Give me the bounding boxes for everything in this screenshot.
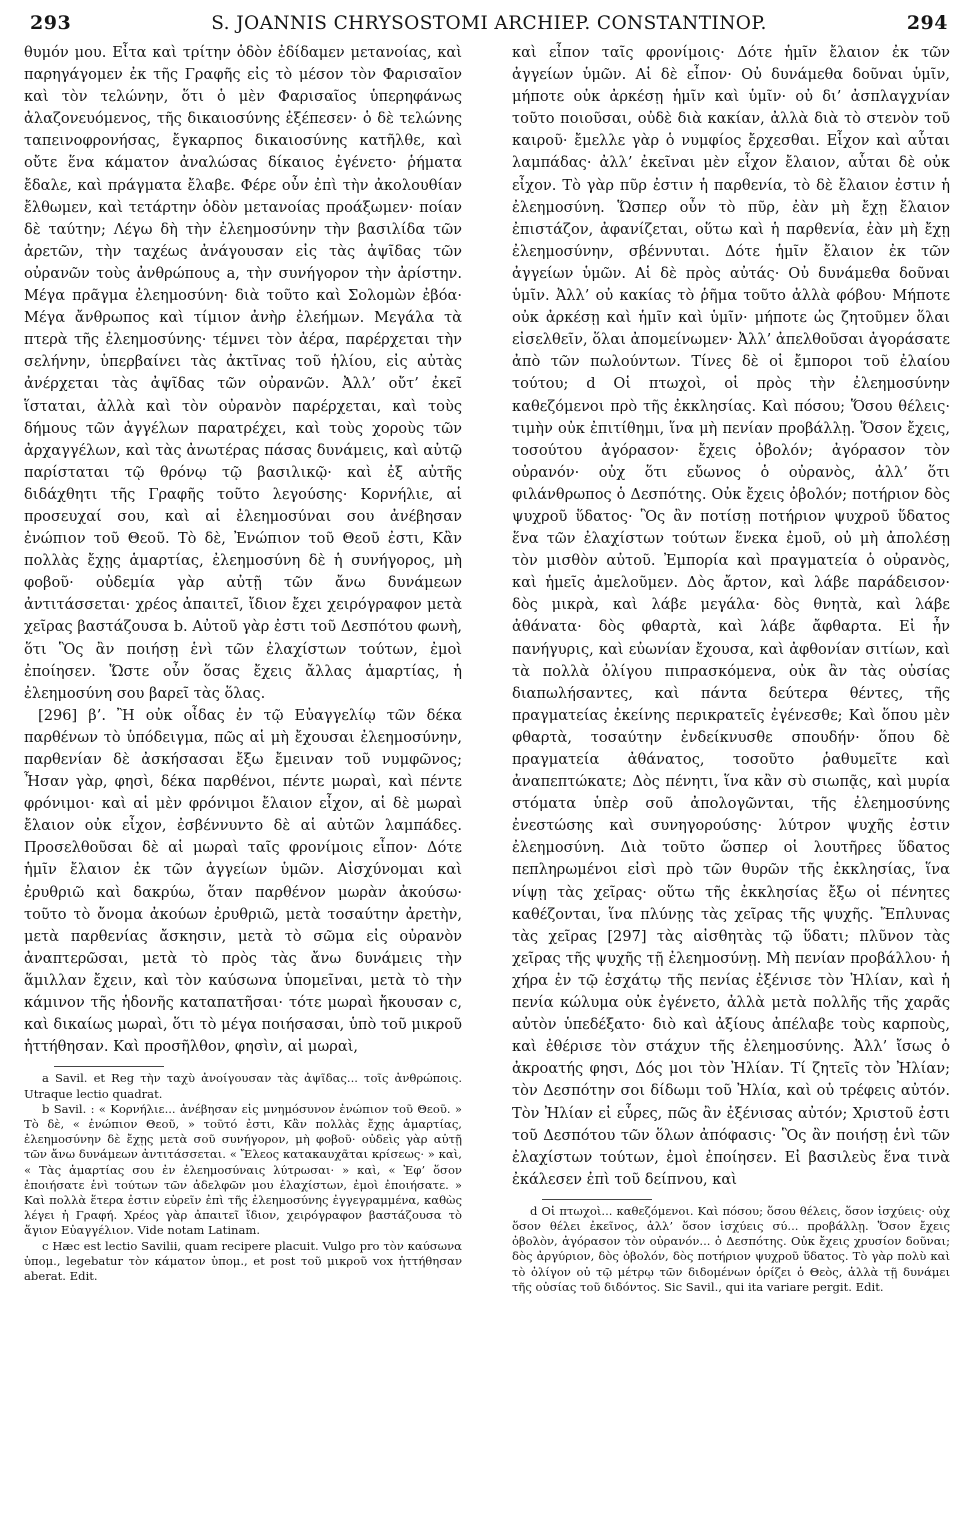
- left-paragraph-1: θυμόν μου. Εἶτα καὶ τρίτην ὁδὸν ἐδίδαμεν μετανοίας, καὶ παρηγάγομεν ἐκ τῆς Γραφῆς εἰς τὸ μέσον τὸν Φαρισαῖον καὶ τὸν τελώνην, ὅτι ὁ μὲν Φαρισαῖος ὑπερηφάνως ἀλαζονευόμενος, τῆς δικαιοσύνης ἐξέπεσεν· ὁ δὲ τελώνης ταπεινοφρονήσας, ἔγκαρπος δικαιοσύνης κατῆλθε, καὶ οὔτε ἕνα κάματον ἀναλώσας δίκαιος ἐγένετο· ῥήματα ἔδαλε, καὶ πράγματα ἔλαβε. Φέρε οὖν ἐπὶ τὴν ἀκολουθίαν ἔλθωμεν, καὶ τετάρτην ὁδὸν μετανοίας προάξωμεν· ποίαν δὲ ταύτην; Λέγω δὴ τὴν ἐλεημοσύνην τὴν βασιλίδα τῶν ἀρετῶν, τὴν ταχέως ἀνάγουσαν εἰς τὰς ἀψῖδας τῶν οὐρανῶν τοὺς ἀνθρώπους a, τὴν συνήγορον τὴν ἀρίστην. Μέγα πρᾶγμα ἐλεημοσύνη· διὰ τοῦτο καὶ Σολομὼν ἐβόα· Μέγα ἄνθρωπος καὶ τίμιον ἀνὴρ ἐλεήμων. Μεγάλα τὰ πτερὰ τῆς ἐλεημοσύνης· τέμνει τὸν ἀέρα, παρέρχεται τὴν σελήνην, ὑπερβαίνει τὰς ἀκτῖνας τοῦ ἡλίου, εἰς αὐτὰς ἀνέρχεται τὰς ἀψῖδας τῶν οὐρανῶν. Ἀλλ’ οὔτ’ ἐκεῖ ἵσταται, ἀλλὰ καὶ τὸν οὐρανὸν παρέρχεται, καὶ τοὺς δήμους τῶν ἀγγέλων παρατρέχει, καὶ τοὺς χοροὺς τῶν ἀρχαγγέλων, καὶ τὰς ἀνωτέρας πάσας δυνάμεις, καὶ αὐτῷ παρίσταται τῷ θρόνῳ τῷ βασιλικῷ· καὶ ἐξ αὐτῆς διδάχθητι τῆς Γραφῆς τοῦτο λεγούσης· Κορνήλιε, αἱ προσευχαί σου, καὶ αἱ ἐλεημοσύναι σου ἀνέβησαν ἐνώπιον τοῦ Θεοῦ. Τὸ δὲ, Ἐνώπιον τοῦ Θεοῦ ἐστι, Κἂν πολλὰς ἔχῃς ἁμαρτίας, ἐλεημοσύνη δὲ ἡ συνήγορος, μὴ φοβοῦ· οὐδεμία γὰρ αὐτῇ τῶν ἄνω δυνάμεων ἀντιτάσσεται· χρέος ἀπαιτεῖ, ἴδιον ἔχει χειρόγραφον μετὰ χεῖρας βαστάζουσα b. Αὐτοῦ γὰρ ἐστι τοῦ Δεσπότου φωνὴ, ὅτι Ὃς ἂν ποιήσῃ ἑνὶ τῶν ἐλαχίστων τούτων, ἐμοὶ ἐποίησεν. Ὥστε οὖν ὅσας ἔχεις ἄλλας ἁμαρτίας, ἡ ἐλεημοσύνη σου βαρεῖ τὰς ὅλας.: [24, 44, 462, 702]
- right-paragraph-1: καὶ εἶπον ταῖς φρονίμοις· Δότε ἡμῖν ἔλαιον ἐκ τῶν ἀγγείων ὑμῶν. Αἱ δὲ εἶπον· Οὐ δυνάμεθα δοῦναι ὑμῖν, μήποτε οὐκ ἀρκέσῃ ἡμῖν καὶ ὑμῖν· οὐ δι’ ἀσπλαγχνίαν τοῦτο ποιοῦσαι, οὐδὲ διὰ κακίαν, ἀλλὰ διὰ τὸ στενὸν τοῦ καιροῦ· ἔμελλε γὰρ ὁ νυμφίος ἔρχεσθαι. Εἶχον καὶ αὗται λαμπάδας· ἀλλ’ ἐκεῖναι μὲν εἶχον ἔλαιον, αὗται δὲ οὐκ εἶχον. Τὸ γὰρ πῦρ ἐστιν ἡ παρθενία, τὸ δὲ ἔλαιον ἐστιν ἡ ἐλεημοσύνη. Ὥσπερ οὖν τὸ πῦρ, ἐὰν μὴ ἔχῃ ἔλαιον ἐπιστάζον, ἀφανίζεται, οὕτω καὶ ἡ παρθενία, ἐὰν μὴ ἔχῃ ἐλεημοσύνην, σβέννυται. Δότε ἡμῖν ἔλαιον ἐκ τῶν ἀγγείων ὑμῶν. Αἱ δὲ πρὸς αὐτάς· Οὐ δυνάμεθα δοῦναι ὑμῖν. Ἀλλ’ οὐ κακίας τὸ ῥῆμα τοῦτο ἀλλὰ φόβου· Μήποτε οὐκ ἀρκέσῃ καὶ ἡμῖν καὶ ὑμῖν· μήποτε ὡς ζητοῦμεν ὅλαι εἰσελθεῖν, ὅλαι ἀπομείνωμεν· Ἀλλ’ ἀπελθοῦσαι ἀγοράσατε ἀπὸ τῶν πωλούντων. Τίνες δὲ οἱ ἔμποροι τοῦ ἐλαίου τούτου; d Οἱ πτωχοὶ, οἱ πρὸς τὴν ἐλεημοσύνην καθεζόμενοι πρὸ τῆς ἐκκλησίας. Καὶ πόσου; Ὅσου θέλεις· τιμὴν οὐκ ἐπιτίθημι, ἵνα μὴ πενίαν προβάλλῃ. Ὅσον ἔχεις, τοσούτου ἀγόρασον· ἔχεις ὀβολόν; ἀγόρασον τὸν οὐρανόν· οὐχ ὅτι εὔωνος ὁ οὐρανὸς, ἀλλ’ ὅτι φιλάνθρωπος ὁ Δεσπότης. Οὐκ ἔχεις ὀβολόν; ποτήριον δὸς ψυχροῦ ὕδατος· Ὃς ἂν ποτίσῃ ποτήριον ψυχροῦ ὕδατος ἕνα τῶν ἐλαχίστων τούτων ἕνεκα ἐμοῦ, οὐ μὴ ἀπολέσῃ τὸν μισθὸν αὐτοῦ. Ἐμπορία καὶ πραγματεία ὁ οὐρανὸς, καὶ ἡμεῖς ἀμελοῦμεν. Δὸς ἄρτον, καὶ λάβε παράδεισον· δὸς μικρὰ, καὶ λάβε μεγάλα· δὸς θνητὰ, καὶ λάβε ἀθάνατα· δὸς φθαρτὰ, καὶ λάβε ἄφθαρτα. Εἰ ἦν πανήγυρις, καὶ εὐωνίαν ἔχουσα, καὶ ἀφθονίαν σιτίων, καὶ τὰ πολλὰ ὀλίγου πιπρασκόμενα, οὐκ ἂν τὰς οὐσίας διαπωλήσαντες, καὶ πάντα δεύτερα θέντες, τῆς πραγματείας ἐκείνης περικρατεῖς ἐγένεσθε; Καὶ ὅπου μὲν φθαρτὰ, τοσαύτην ἐνδείκνυσθε σπουδήν· ὅπου δὲ πραγματεία ἀθάνατος, τοσοῦτο ῥαθυμεῖτε καὶ ἀναπεπτώκατε; Δὸς πένητι, ἵνα κἂν σὺ σιωπᾷς, καὶ μυρία στόματα ὑπὲρ σοῦ ἀπολογῶνται, τῆς ἐλεημοσύνης ἐνεστώσης καὶ συνηγορούσης· λύτρον ψυχῆς ἐστιν ἐλεημοσύνη. Διὰ τοῦτο ὥσπερ οἱ λουτῆρες ὕδατος πεπληρωμένοι εἰσὶ πρὸ τῶν θυρῶν τῆς ἐκκλησίας, ἵνα νίψῃ τὰς χεῖρας· οὕτω τῆς ἐκκλησίας ἔξω οἱ πένητες καθέζονται, ἵνα πλύνῃς τὰς χεῖρας τῆς ψυχῆς. Ἔπλυνας τὰς χεῖρας [297] τὰς αἰσθητὰς τῷ ὕδατι; πλῦνον τὰς χεῖρας τῆς ψυχῆς τῇ ἐλεημοσύνῃ. Μὴ πενίαν προβάλλου· ἡ χήρα ἐν τῷ ἐσχάτῳ τῆς πενίας ἐξένισε τὸν Ἠλίαν, καὶ ἡ πενία κώλυμα οὐκ ἐγένετο, ἀλλὰ μετὰ πολλῆς τῆς χαρᾶς αὐτὸν ὑπεδέξατο· διὸ καὶ ἀξίους ἀπέλαβε τοὺς καρποὺς, καὶ ἐθέρισε τὸν στάχυν τῆς ἐλεημοσύνης. Ἀλλ’ ἴσως ὁ ἀκροατής φησι, Δός μοι τὸν Ἠλίαν. Τί ζητεῖς τὸν Ἠλίαν; τὸν Δεσπότην σοι δίδωμι τοῦ Ἠλία, καὶ οὐ τρέφεις αὐτόν. Τὸν Ἠλίαν εἰ εὗρες, πῶς ἂν ἐξένισας αὐτόν; Χριστοῦ ἐστι τοῦ Δεσπότου τῶν ὅλων ἀπόφασις· Ὃς ἂν ποιήσῃ ἑνὶ τῶν ἐλαχίστων τούτων, ἐμοὶ ἐποίησεν. Εἰ βασιλεὺς ἕνα τινὰ ἐκάλεσεν ἐπὶ τοῦ δείπνου, καὶ: [512, 44, 950, 1188]
- left-paragraph-2: [296] β’. Ἢ οὐκ οἶδας ἐν τῷ Εὐαγγελίῳ τῶν δέκα παρθένων τὸ ὑπόδειγμα, πῶς αἱ μὴ ἔχουσαι ἐλεημοσύνην, παρθενίαν δὲ ἀσκήσασαι ἔξω ἔμειναν τοῦ νυμφῶνος; Ἦσαν γὰρ, φησὶ, δέκα παρθένοι, πέντε μωραὶ, καὶ πέντε φρόνιμοι· καὶ αἱ μὲν φρόνιμοι ἔλαιον εἶχον, αἱ δὲ μωραὶ ἔλαιον οὐκ εἶχον, ἐσβέννυντο δὲ αἱ αὐτῶν λαμπάδες. Προσελθοῦσαι δὲ αἱ μωραὶ ταῖς φρονίμοις εἶπον· Δότε ἡμῖν ἔλαιον ἐκ τῶν ἀγγείων ὑμῶν. Αἰσχύνομαι καὶ ἐρυθριῶ καὶ δακρύω, ὅταν παρθένον μωρὰν ἀκούσω· τοῦτο τὸ ὄνομα ἀκούων ἐρυθριῶ, μετὰ τοσαύτην ἀρετὴν, μετὰ παρθενίας ἄσκησιν, μετὰ τὸ σῶμα εἰς οὐρανὸν ἀναπτερῶσαι, μετὰ τὸ πρὸς τὰς ἄνω δυνάμεις τὴν ἅμιλλαν ἔχειν, καὶ τὸν καύσωνα ὑπομεῖναι, μετὰ τὸ τὴν κάμινον τῆς ἡδονῆς καταπατῆσαι· τότε μωραὶ ἤκουσαν c, καὶ δικαίως μωραὶ, ὅτι τὸ μέγα ποιήσασαι, ὑπὸ τοῦ μικροῦ ἡττήθησαν. Καὶ προσῆλθον, φησὶν, αἱ μωραὶ,: [24, 706, 462, 1056]
- left-footnotes: [24, 1071, 462, 1284]
- footnote-a: a Savil. et Reg τὴν ταχὺ ἀνοίγουσαν τὰς ἀψῖδας... τοῖς ἀνθρώποις. Utraque lectio quadrat.: [24, 1071, 462, 1101]
- right-footnotes: [512, 1204, 950, 1295]
- left-column: [24, 42, 462, 1284]
- page-number-right: 294: [906, 12, 948, 34]
- running-header: [28, 10, 950, 40]
- footnote-d: d Οἱ πτωχοὶ... καθεζόμενοι. Καὶ πόσου; ὅσου θέλεις, ὅσον ἰσχύεις· οὐχ ὅσον θέλει ἐκεῖνος, ἀλλ’ ὅσον ἰσχύεις σύ... προβάλλῃ. Ὅσον ἔχεις ὀβολὸν, ἀγόρασον τὸν οὐρανόν... ὁ Δεσπότης. Οὐκ ἔχεις χρυσίον δοῦναι; δὸς ἀργύριον, δὸς ὀβολόν, δὸς ποτήριον ψυχροῦ ὕδατος. Τὸ γὰρ πολὺ καὶ τὸ ὀλίγον οὐ τῷ μέτρῳ τῶν διδομένων ὁρίζει ὁ Θεὸς, ἀλλὰ τῇ δυνάμει τῆς οὐσίας τοῦ διδόντος. Sic Savil., qui ita variare pergit. Edit.: [512, 1203, 950, 1294]
- footnote-rule-right: [542, 1199, 652, 1200]
- right-column: [512, 42, 950, 1295]
- footnote-b: b Savil. : « Κορνήλιε... ἀνέβησαν εἰς μνημόσυνον ἐνώπιον τοῦ Θεοῦ. » Τὸ δὲ, « ἐνώπιον Θεοῦ, » τοῦτό ἐστι, Κἂν πολλὰς ἔχῃς ἁμαρτίας, ἐλεημοσύνην δὲ ἔχῃς μετὰ σοῦ συνήγορον, μὴ φοβοῦ· οὐδεὶς γὰρ αὐτῇ τῶν ἄνω δυνάμεων ἀντιτάσσεται. « Ἔλεος κατακαυχᾶται κρίσεως· » καὶ, « Τὰς ἁμαρτίας σου ἐν ἐλεημοσύναις λύτρωσαι· » καὶ, « Ἐφ’ ὅσον ἐποιήσατε ἑνὶ τούτων τῶν ἀδελφῶν μου ἐλαχίστων, ἐμοὶ ἐποιήσατε. » Καὶ πολλὰ ἕτερα ἐστιν εὑρεῖν ἐπὶ τῆς ἐλεημοσύνης ἐγγεγραμμένα, καθὼς λέγει ἡ Γραφή. Χρέος γὰρ ἀπαιτεῖ ἴδιον, χειρόγραφον βαστάζουσα τὸ ἅγιον Εὐαγγέλιον. Vide notam Latinam.: [24, 1101, 462, 1238]
- footnote-rule: [54, 1066, 164, 1067]
- running-title: S. JOANNIS CHRYSOSTOMI ARCHIEP. CONSTANTINOP.: [211, 13, 767, 34]
- page-number-left: 293: [30, 12, 72, 34]
- footnote-c: c Hæc est lectio Savilii, quam recipere placuit. Vulgo pro τὸν καύσωνα ὑπομ., legebatur τὸν κάματον ὑπομ., et post τοῦ μικροῦ vox ἡττήθησαν aberat. Edit.: [24, 1238, 462, 1283]
